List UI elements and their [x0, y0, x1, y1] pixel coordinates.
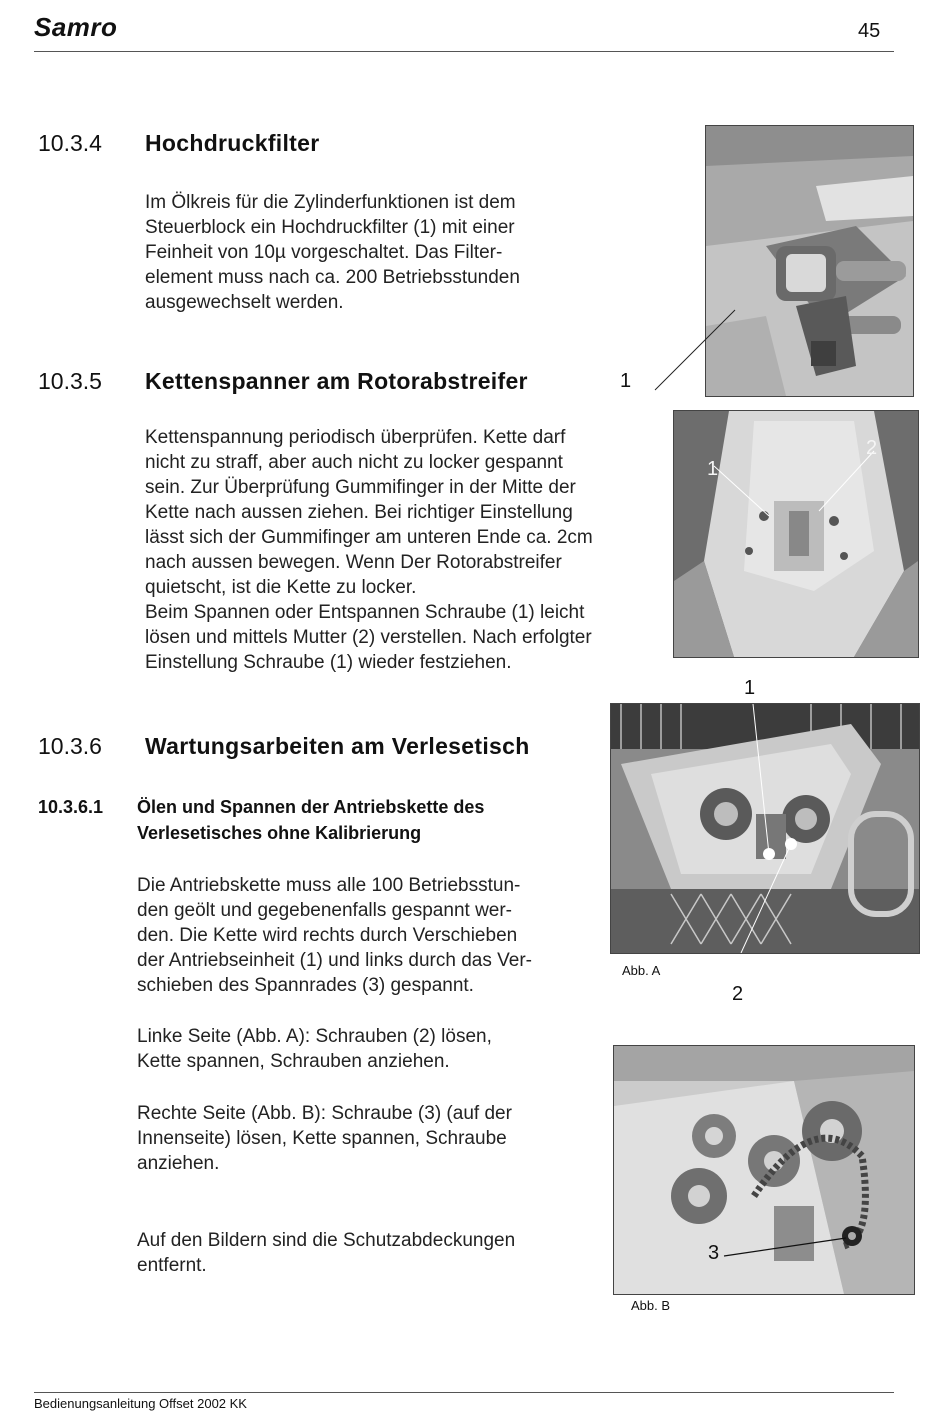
text-line: entfernt. [137, 1255, 207, 1276]
callout-number: 1 [744, 677, 756, 699]
text-line: anziehen. [137, 1153, 220, 1174]
text-line: lässt sich der Gummifinger am unteren Ende ca. 2cm [145, 527, 593, 548]
photo-label: 2 [866, 437, 878, 459]
text-line: den. Die Kette wird rechts durch Verschieben [137, 925, 518, 946]
figure-caption: Abb. B [631, 1298, 671, 1313]
figure-caption: Abb. A [622, 963, 661, 978]
text-line: Kette nach aussen ziehen. Bei richtiger Einstellung [145, 502, 573, 523]
section-number: 10.3.5 [38, 368, 102, 394]
footer-text: Bedienungsanleitung Offset 2002 KK [34, 1396, 247, 1411]
section-title: Wartungsarbeiten am Verlesetisch [145, 733, 530, 759]
paragraph [145, 190, 595, 315]
text-line: Rechte Seite (Abb. B): Schraube (3) (auf der [137, 1103, 512, 1124]
text-line: lösen und mittels Mutter (2) verstellen. Nach erfolgter [145, 627, 592, 648]
paragraph [145, 425, 660, 675]
callout-number: 3 [708, 1242, 720, 1264]
text-line: Auf den Bildern sind die Schutzabdeckungen [137, 1230, 516, 1251]
text-line: den geölt und gegebenenfalls gespannt wer- [137, 900, 513, 921]
text-line: Kettenspannung periodisch überprüfen. Kette darf [145, 427, 566, 448]
title-line: Ölen und Spannen der Antriebskette des [137, 797, 485, 817]
text-line: Feinheit von 10µ vorgeschaltet. Das Filter- [145, 242, 503, 263]
header-rule [34, 51, 894, 52]
title-line: Verlesetisches ohne Kalibrierung [137, 823, 422, 843]
text-line: ausgewechselt werden. [145, 292, 344, 313]
text-line: quietscht, ist die Kette zu locker. [145, 577, 417, 598]
callout-number: 2 [732, 983, 744, 1005]
callout-leader-line [650, 300, 740, 400]
section-title: Kettenspanner am Rotorabstreifer [145, 368, 528, 394]
paragraph [137, 1101, 597, 1176]
text-line: sein. Zur Überprüfung Gummifinger in der Mitte der [145, 477, 576, 498]
brand-logo: Samro [34, 12, 118, 42]
text-line: Innenseite) lösen, Kette spannen, Schraube [137, 1128, 507, 1149]
page-number: 45 [858, 20, 881, 42]
text-line: Linke Seite (Abb. A): Schrauben (2) lösen, [137, 1026, 492, 1047]
photo-label: 1 [707, 458, 719, 480]
footer-rule [34, 1392, 894, 1393]
subsection-title [137, 794, 577, 846]
text-line: Beim Spannen oder Entspannen Schraube (1) leicht [145, 602, 585, 623]
text-line: element muss nach ca. 200 Betriebsstunden [145, 267, 520, 288]
paragraph [137, 1024, 597, 1074]
text-line: nicht zu straff, aber auch nicht zu locker gespannt [145, 452, 563, 473]
text-line: Im Ölkreis für die Zylinderfunktionen ist dem [145, 192, 516, 213]
paragraph [137, 1228, 597, 1278]
text-line: Einstellung Schraube (1) wieder festziehen. [145, 652, 512, 673]
text-line: Steuerblock ein Hochdruckfilter (1) mit einer [145, 217, 515, 238]
text-line: der Antriebseinheit (1) und links durch das Ver- [137, 950, 532, 971]
section-number: 10.3.4 [38, 130, 102, 156]
subsection-number: 10.3.6.1 [38, 797, 104, 817]
callout-number: 1 [620, 370, 632, 392]
text-line: Kette spannen, Schrauben anziehen. [137, 1051, 450, 1072]
section-title: Hochdruckfilter [145, 130, 320, 156]
section-number: 10.3.6 [38, 733, 102, 759]
text-line: schieben des Spannrades (3) gespannt. [137, 975, 474, 996]
text-line: Die Antriebskette muss alle 100 Betriebsstun- [137, 875, 521, 896]
rotor-scraper-photo [673, 410, 919, 658]
figure-b-photo [613, 1045, 915, 1295]
paragraph [137, 873, 597, 998]
figure-a-photo [610, 703, 920, 954]
text-line: nach aussen bewegen. Wenn Der Rotorabstreifer [145, 552, 562, 573]
